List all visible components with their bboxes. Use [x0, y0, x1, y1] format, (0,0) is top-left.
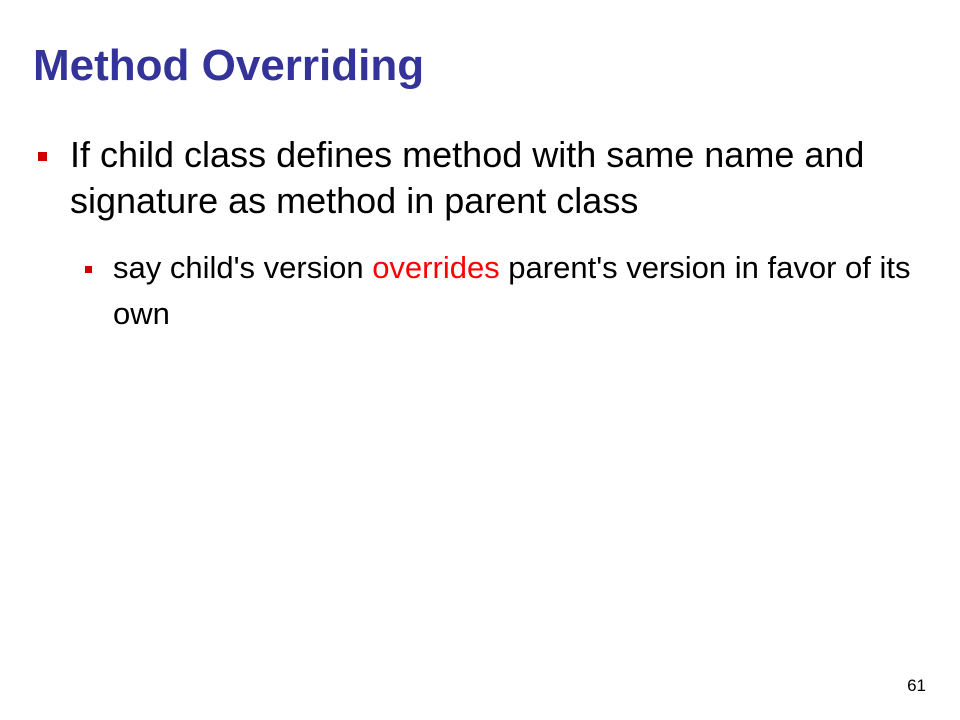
slide-number: 61	[907, 676, 926, 695]
sub-bullet-marker	[85, 266, 92, 273]
sub-bullet-item	[113, 245, 913, 337]
bullet-marker	[38, 152, 47, 161]
highlighted-keyword: overrides	[372, 250, 500, 285]
sub-bullet-text-before: say child's version	[113, 250, 373, 285]
sub-bullet-text-after: parent's version in favor of its own	[113, 250, 911, 331]
slide-title: Method Overriding	[33, 41, 425, 90]
bullet-item: If child class defines method with same name and signature as method in parent class	[70, 134, 865, 221]
